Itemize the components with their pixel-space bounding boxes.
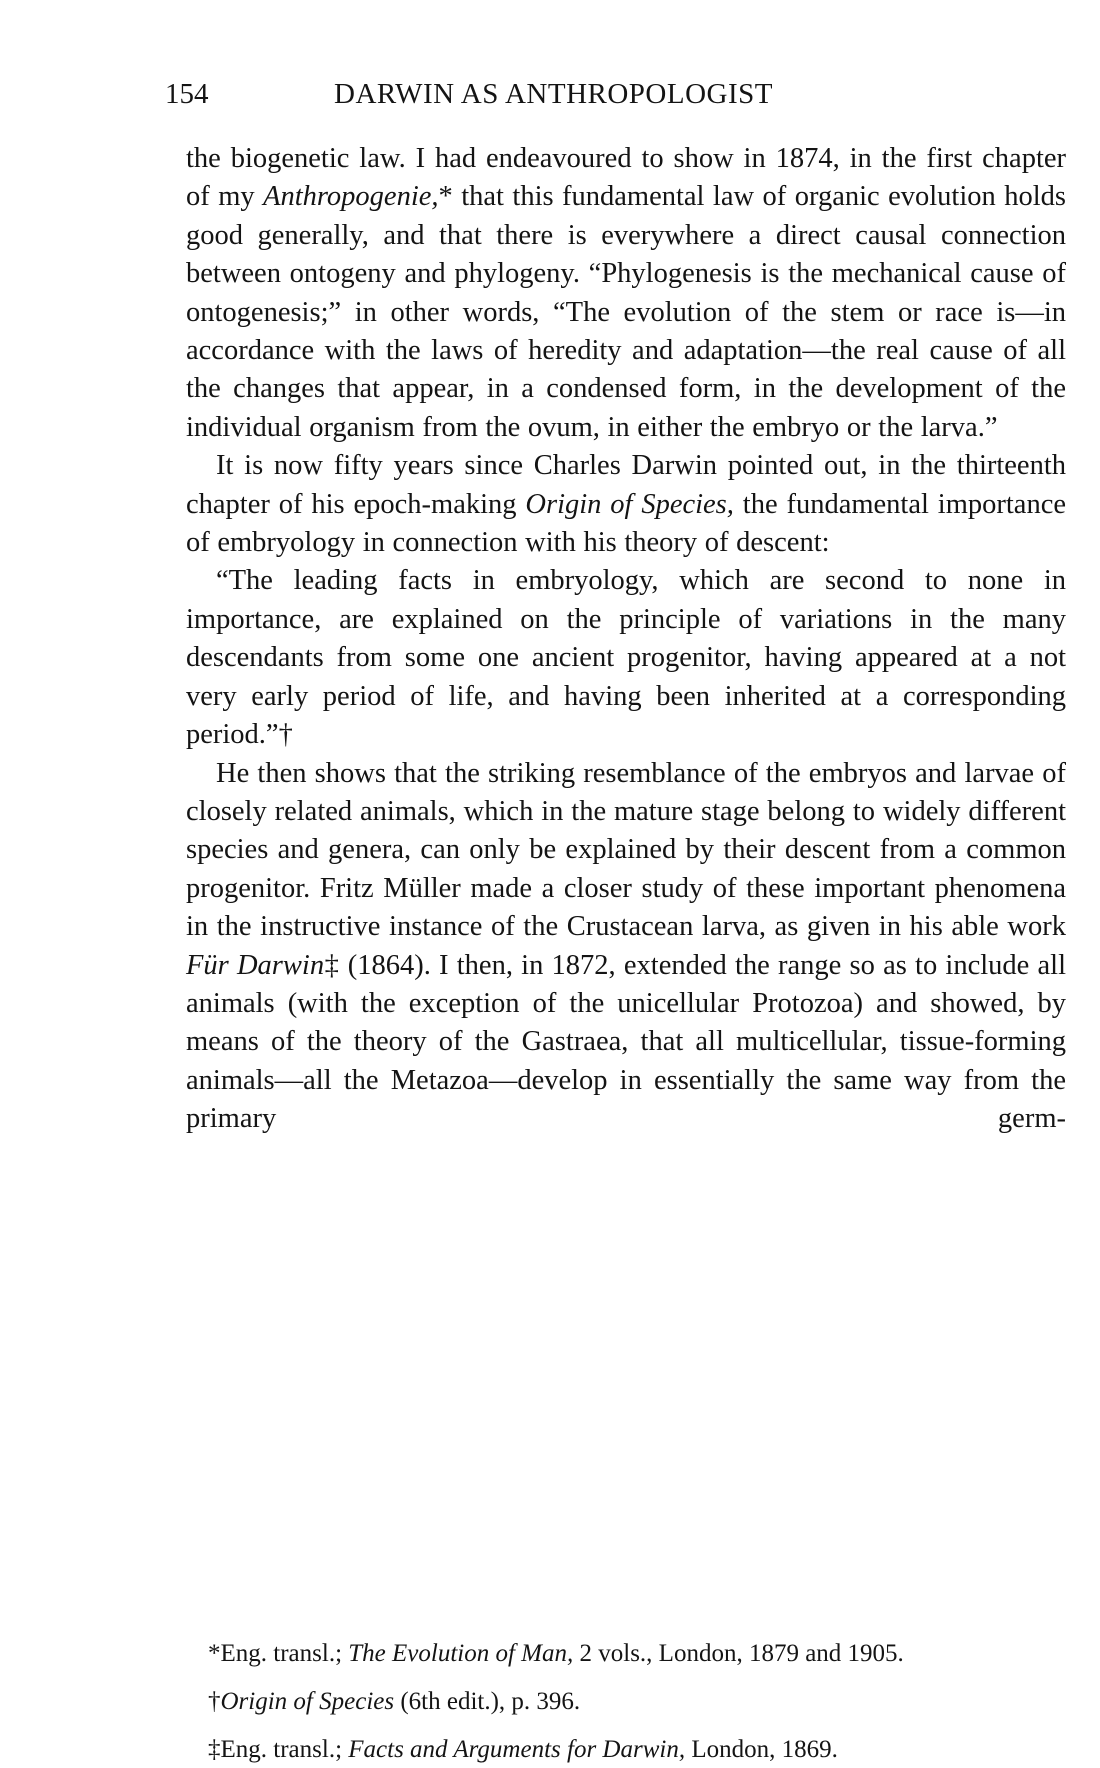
page-header <box>165 78 925 114</box>
footnotes <box>186 1636 1066 1768</box>
book-title-fur-darwin: Für Darwin <box>186 949 325 981</box>
footnote-2 <box>186 1684 1066 1720</box>
body-text <box>186 140 1066 1139</box>
footnote-text: (6th edit.), p. 396. <box>394 1688 581 1715</box>
footnote-1 <box>186 1636 1066 1672</box>
footnote-3 <box>186 1732 1066 1768</box>
footnote-mark: ‡ <box>208 1736 221 1763</box>
footnote-title: Facts and Arguments for Darwin, <box>348 1736 686 1763</box>
paragraph-text: * that this fundamental law of organic evolution holds good generally, and that there is everywhere a direct causal connection between ontogeny and phylogeny. “Phylogenesis is the mechanical cause of ontogenesis;” in other words, “The evolution of the stem or race is—in accordance with the laws of heredity and adaptation—the real cause of all the changes that appear, in a condensed form, in the development of the individual organism from the ovum, in either the embryo or the larva.” <box>186 181 1066 443</box>
paragraph-biogenetic-law <box>186 140 1066 447</box>
paragraph-text: “The leading facts in embryology, which are second to none in importance, are explained on the principle of variations in the many descendants from some one ancient progenitor, having appeared at a not very early period of life, and having been inherited at a corresponding period.”† <box>186 565 1066 751</box>
running-title: DARWIN AS ANTHROPOLOGIST <box>334 78 773 110</box>
paragraph-darwin-origin <box>186 447 1066 562</box>
footnote-mark: * <box>208 1640 221 1667</box>
paragraph-text: the biogenetic law. I had endeavoured to show in 1874, in the first chapter of my <box>186 143 1066 213</box>
footnote-mark: † <box>208 1688 221 1715</box>
paragraph-embryo-resemblance <box>186 755 1066 1139</box>
footnote-text: Eng. transl.; <box>220 1640 349 1667</box>
paragraph-text: He then shows that the striking resemblance of the embryos and larvae of closely related animals, which in the mature stage belong to widely different species and genera, can only be explained by their descent from a common progenitor. Fritz Müller made a closer study of these important phenomena in the instructive instance of the Crustacean larva, as given in his able work <box>186 757 1066 943</box>
book-title-origin-of-species: Origin of Species, <box>525 488 734 520</box>
paragraph-darwin-quote <box>186 562 1066 754</box>
footnote-title: The Evolution of Man, <box>348 1640 574 1667</box>
paragraph-text: ‡ (1864). I then, in 1872, extended the range so as to include all animals (with the exception of the unicellular Protozoa) and showed, by means of the theory of the Gastraea, that all multicellular, tissue-forming animals—all the Metazoa—develop in essentially the same way from the primary germ- <box>186 949 1066 1135</box>
footnote-text: 2 vols., London, 1879 and 1905. <box>573 1640 904 1667</box>
paragraph-text: It is now fifty years since Charles Darwin pointed out, in the thirteenth chapter of his epoch-making <box>186 450 1066 520</box>
paragraph-text: the fundamental importance of embryology in connection with his theory of descent: <box>186 488 1066 559</box>
page-number: 154 <box>165 78 209 110</box>
footnote-text: London, 1869. <box>685 1736 838 1763</box>
book-title-anthropogenie: Anthropogenie, <box>263 181 439 213</box>
footnote-title: Origin of Species <box>220 1688 395 1715</box>
footnote-text: Eng. transl.; <box>220 1736 349 1763</box>
